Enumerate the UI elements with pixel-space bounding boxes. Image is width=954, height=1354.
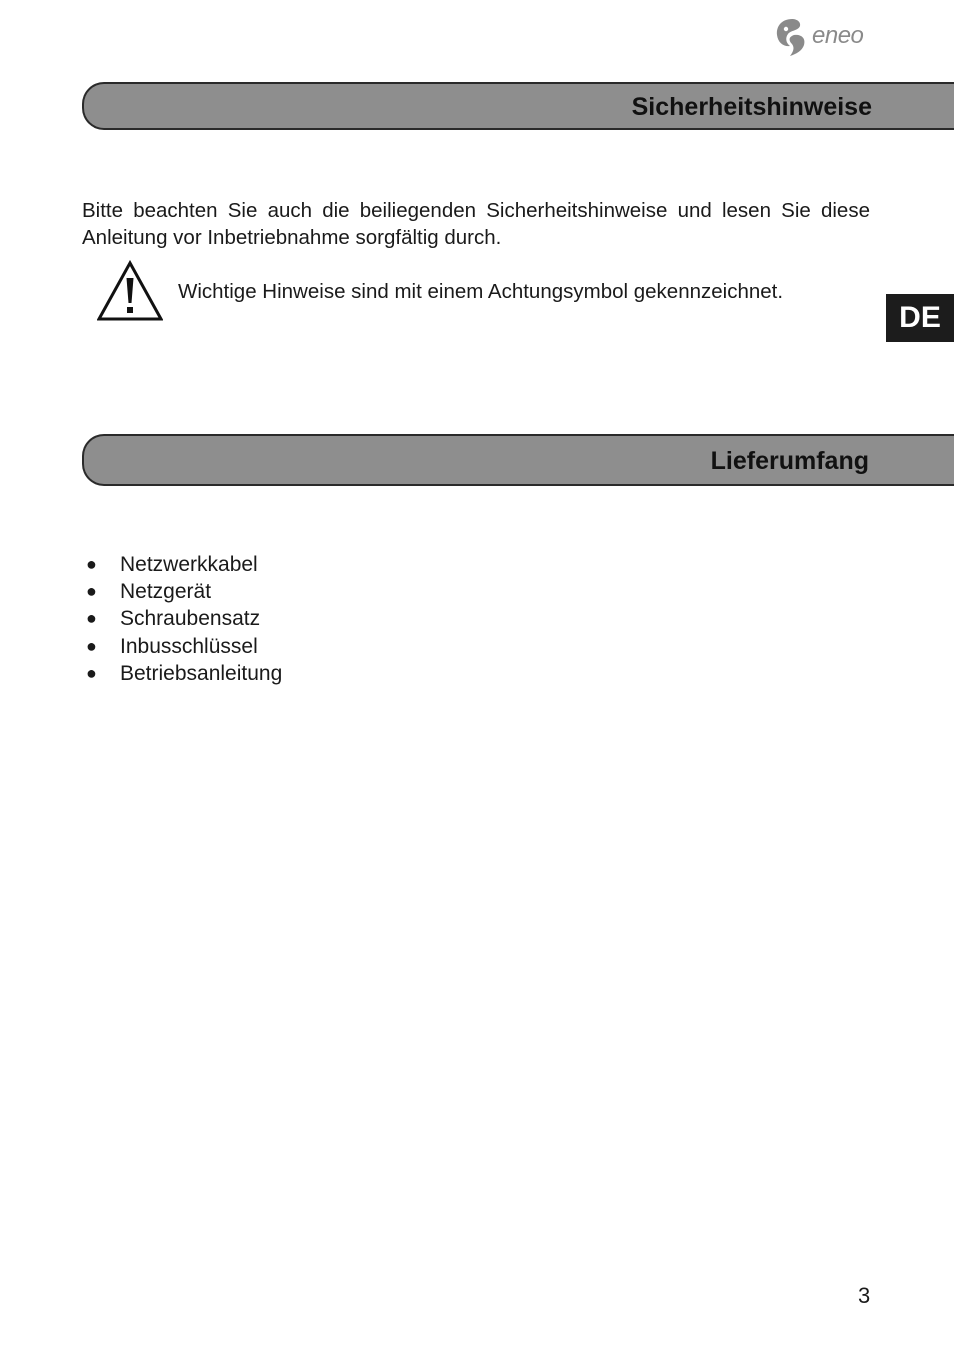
list-item [82, 660, 282, 687]
list-item-label: Betriebsanleitung [120, 661, 283, 685]
eneo-swirl-logo-icon [774, 16, 810, 58]
bullet-icon: ● [86, 581, 97, 602]
bullet-icon: ● [86, 554, 97, 574]
section-title-scope: Lieferumfang [710, 447, 869, 475]
page-number: 3 [858, 1283, 871, 1308]
bullet-icon: ● [86, 635, 97, 656]
safety-intro-text: Bitte beachten Sie auch die beiliegenden Sicherheitshinweise und lesen Sie diese Anleitung vor Inbetriebnahme sorgfältig durch. [82, 199, 870, 249]
list-item-label: Netzgerät [120, 580, 212, 604]
bullet-icon: ● [86, 662, 97, 683]
bullet-icon: ● [86, 608, 97, 629]
list-item [82, 551, 282, 578]
warning-text: Wichtige Hinweise sind mit einem Achtungsymbol gekennzeichnet. [178, 280, 784, 303]
list-item-label: Inbusschlüssel [120, 634, 258, 658]
warning-triangle-icon [97, 260, 163, 322]
logo-wordmark: eneo [812, 22, 864, 49]
section-title-safety: Sicherheitshinweise [631, 93, 872, 121]
list-item-label: Schraubensatz [120, 607, 261, 631]
section-header-safety [82, 82, 954, 130]
warning-note [97, 260, 877, 324]
brand-logo [774, 16, 884, 60]
section-header-scope [82, 434, 954, 486]
scope-list [82, 551, 282, 687]
list-item-label: Netzwerkkabel [120, 553, 258, 576]
list-item [82, 633, 282, 660]
list-item [82, 578, 282, 605]
language-tab: DE [886, 294, 954, 342]
list-item [82, 605, 282, 632]
